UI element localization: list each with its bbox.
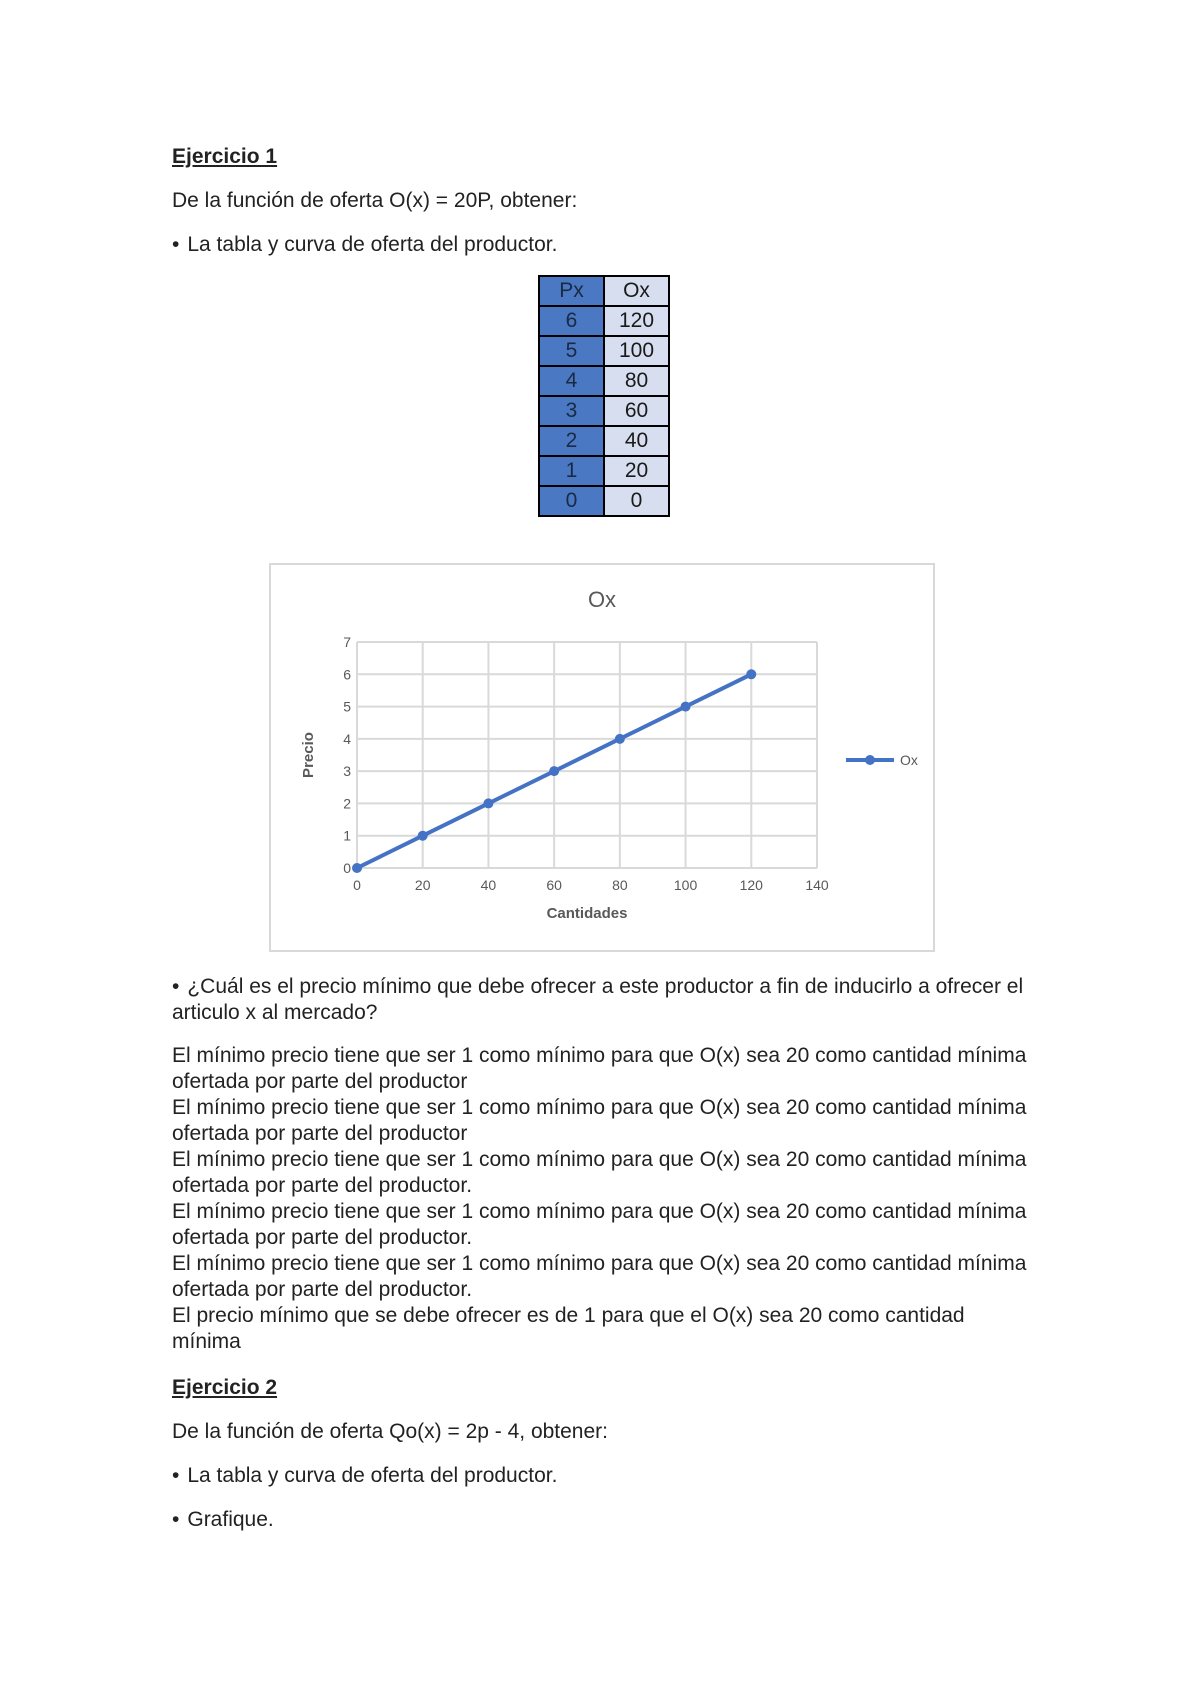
y-tick-label: 0: [343, 860, 351, 876]
exercise-2-statement: De la función de oferta Qo(x) = 2p - 4, obtener:: [172, 1420, 608, 1443]
exercise-1-question: [172, 974, 1032, 1026]
x-tick-label: 120: [739, 877, 763, 893]
y-tick-label: 7: [343, 634, 351, 650]
table-row: [539, 456, 669, 486]
table-cell-px: 3: [539, 396, 604, 426]
answer-paragraph: El mínimo precio tiene que ser 1 como mínimo para que O(x) sea 20 como cantidad mínima ofertada por parte del productor: [172, 1096, 1027, 1145]
table-header-ox: Ox: [604, 276, 669, 306]
table-row: [539, 486, 669, 516]
x-axis-title: Cantidades: [546, 905, 628, 922]
table-cell-ox: 100: [604, 336, 669, 366]
bullet-text: Grafique.: [187, 1508, 274, 1531]
question-text: [172, 974, 1032, 1026]
exercise-2-bullet-table: [172, 1463, 557, 1489]
supply-table: [538, 275, 670, 517]
table-cell-ox: 40: [604, 426, 669, 456]
x-tick-label: 0: [353, 877, 361, 893]
bullet-text: La tabla y curva de oferta del productor.: [187, 233, 558, 256]
bullet-text: La tabla y curva de oferta del productor.: [187, 1464, 558, 1487]
table-cell-px: 0: [539, 486, 604, 516]
x-tick-label: 100: [673, 877, 698, 893]
x-tick-label: 60: [546, 877, 562, 893]
answer-paragraph: El mínimo precio tiene que ser 1 como mínimo para que O(x) sea 20 como cantidad mínima ofertada por parte del productor: [172, 1044, 1027, 1093]
y-tick-label: 6: [343, 666, 351, 683]
chart-title: Ox: [587, 587, 617, 612]
table-cell-ox: 0: [604, 486, 669, 516]
y-tick-label: 3: [343, 763, 351, 780]
bullet-text: ¿Cuál es el precio mínimo que debe ofrecer a este productor a fin de inducirlo a ofrecer el articulo x al mercado?: [172, 975, 1024, 1024]
data-point: [418, 831, 428, 841]
table-row: [539, 366, 669, 396]
legend-label: Ox: [900, 752, 918, 768]
table-cell-ox: 120: [604, 306, 669, 336]
data-point: [483, 798, 493, 808]
legend-marker: [865, 755, 875, 765]
exercise-2-heading: Ejercicio 2: [172, 1376, 278, 1399]
x-tick-label: 140: [805, 877, 829, 893]
answer-paragraph: El precio mínimo que se debe ofrecer es de 1 para que el O(x) sea 20 como cantidad mínima: [172, 1304, 965, 1353]
table-cell-ox: 60: [604, 396, 669, 426]
table-cell-ox: 20: [604, 456, 669, 486]
data-point: [615, 734, 625, 744]
y-tick-label: 1: [343, 827, 351, 844]
table-row: [539, 426, 669, 456]
table-row: [539, 336, 669, 366]
y-tick-label: 2: [343, 795, 351, 812]
table-cell-px: 4: [539, 366, 604, 396]
x-tick-label: 40: [480, 877, 497, 893]
data-point: [549, 766, 559, 776]
x-tick-label: 80: [612, 877, 628, 893]
exercise-1-heading: Ejercicio 1: [172, 145, 278, 168]
answer-paragraph: El mínimo precio tiene que ser 1 como mínimo para que O(x) sea 20 como cantidad mínima ofertada por parte del productor.: [172, 1252, 1027, 1301]
y-tick-label: 5: [343, 698, 351, 715]
table-cell-px: 1: [539, 456, 604, 486]
exercise-1-bullet-table: [172, 232, 557, 258]
y-tick-label: 4: [343, 730, 351, 747]
exercise-2-bullet-graph: [172, 1507, 274, 1533]
data-point: [746, 669, 756, 679]
answer-paragraph: El mínimo precio tiene que ser 1 como mínimo para que O(x) sea 20 como cantidad mínima ofertada por parte del productor.: [172, 1200, 1027, 1249]
answers-block: [172, 1043, 1032, 1355]
data-point: [352, 863, 362, 873]
table-cell-px: 2: [539, 426, 604, 456]
data-point: [681, 702, 691, 712]
table-cell-ox: 80: [604, 366, 669, 396]
table-row: [539, 306, 669, 336]
table-cell-px: 6: [539, 306, 604, 336]
x-tick-label: 20: [414, 877, 431, 893]
table-header-row: [539, 276, 669, 306]
exercise-1-statement: De la función de oferta O(x) = 20P, obtener:: [172, 189, 578, 212]
answer-paragraph: El mínimo precio tiene que ser 1 como mínimo para que O(x) sea 20 como cantidad mínima ofertada por parte del productor.: [172, 1148, 1027, 1197]
table-header-px: Px: [539, 276, 604, 306]
chart-svg: [271, 565, 933, 950]
table-cell-px: 5: [539, 336, 604, 366]
supply-chart: [269, 563, 935, 952]
y-axis-title: Precio: [300, 732, 317, 778]
table-row: [539, 396, 669, 426]
